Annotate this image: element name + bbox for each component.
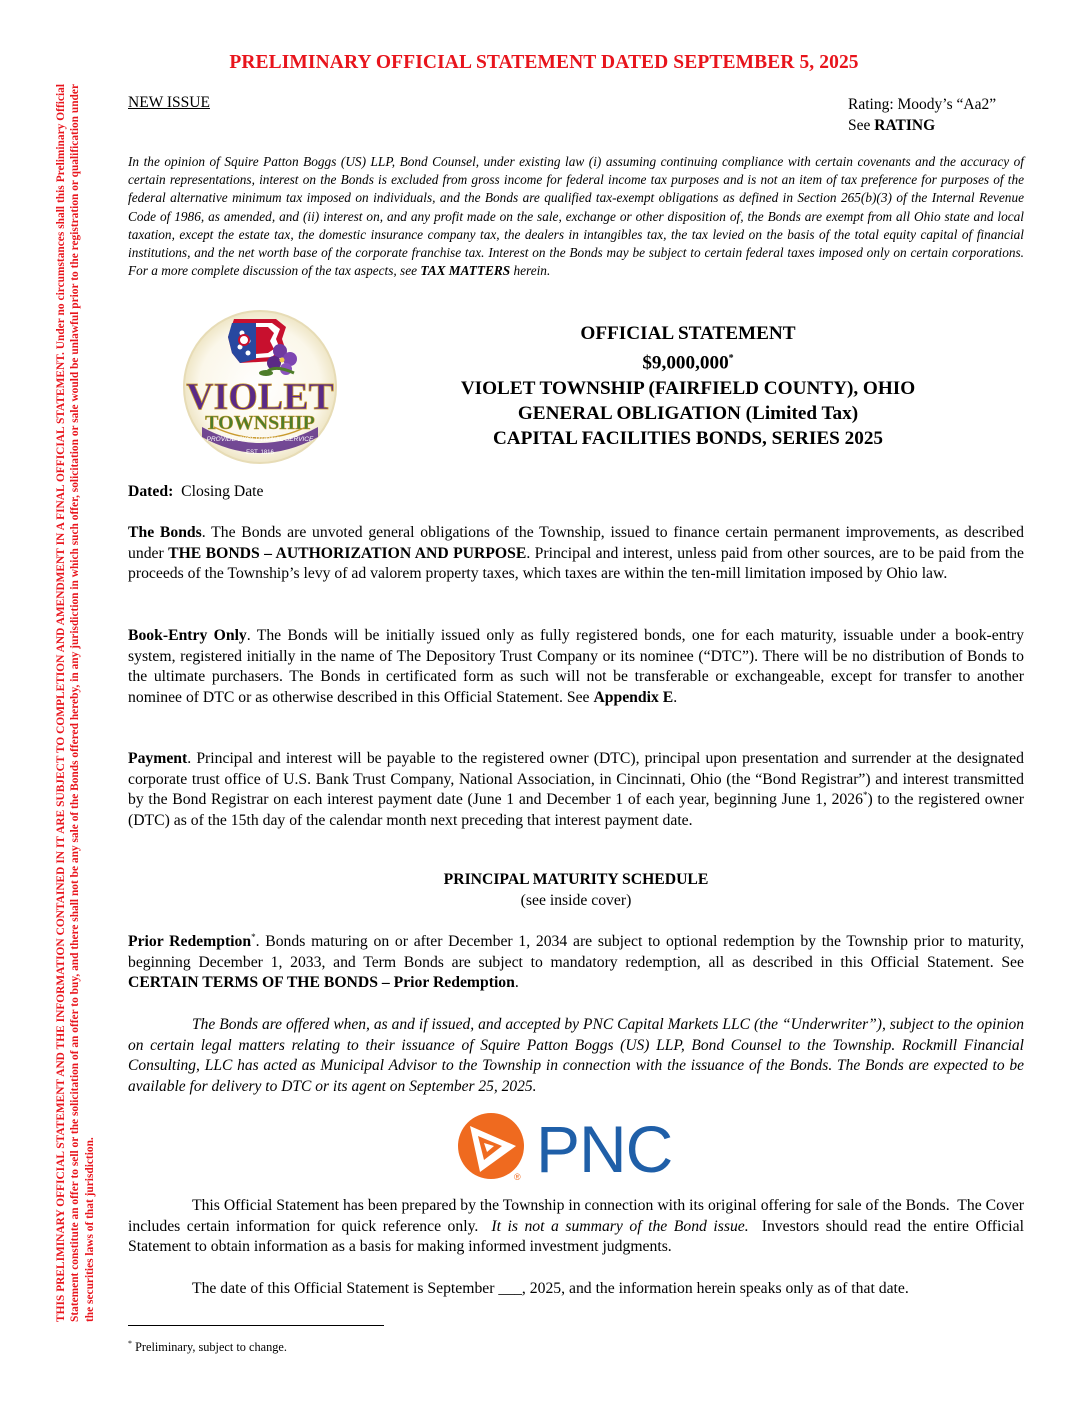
os-prepared-paragraph bbox=[128, 1196, 1028, 1258]
pnc-registered-mark: ® bbox=[514, 1172, 521, 1182]
footnote-text: Preliminary, subject to change. bbox=[132, 1340, 287, 1355]
payment-heading: Payment bbox=[128, 750, 188, 767]
the-bonds-text: . The Bonds are unvoted general obligations of the Township, issued to finance certain permanent improvements, as described under bbox=[128, 524, 1024, 562]
payment-text-end: ) to the registered owner (DTC) as of the 15th day of the calendar month next preceding that interest payment date. bbox=[128, 791, 1024, 830]
rating-see-prefix: See bbox=[848, 117, 875, 134]
logo-est: EST. 1816 bbox=[246, 450, 274, 456]
the-bonds-paragraph bbox=[128, 523, 1024, 585]
book-entry-heading: Book-Entry Only bbox=[128, 627, 247, 644]
bond-amount-mark: * bbox=[728, 353, 734, 365]
bond-type: GENERAL OBLIGATION (Limited Tax) bbox=[517, 403, 859, 424]
dated-value: Closing Date bbox=[173, 483, 264, 500]
prior-redemption-heading: Prior Redemption bbox=[128, 933, 252, 950]
bond-amount-value: $9,000,000 bbox=[642, 352, 729, 374]
logo-word-violet: VIOLET bbox=[186, 376, 334, 418]
os-prepared-text-end: Investors should read the entire Official Statement to obtain information as a basis for making informed investment judgments. bbox=[128, 1217, 1028, 1256]
title-block bbox=[420, 321, 956, 451]
authorization-purpose-ref: THE BONDS – AUTHORIZATION AND PURPOSE bbox=[168, 544, 527, 562]
pnc-logo bbox=[456, 1112, 692, 1182]
book-entry-paragraph bbox=[128, 626, 1024, 709]
payment-text: . Principal and interest will be payable to the registered owner (DTC), principal upon presentation and surrender at the designated corporate trust office of U.S. Bank Trust Company, National Association, in Cincinnati, Ohio (the “Bond Registrar”) and interest transmitted by the Bond Registrar on each interest payment date (June 1 and December 1 of each year, beginning June 1, 2026 bbox=[128, 750, 1024, 809]
pnc-triangle-icon bbox=[458, 1113, 524, 1179]
official-statement-heading: OFFICIAL STATEMENT bbox=[580, 323, 796, 344]
bond-series: CAPITAL FACILITIES BONDS, SERIES 2025 bbox=[492, 428, 884, 450]
footnote bbox=[128, 1339, 287, 1355]
prior-redemption-mark: * bbox=[251, 931, 256, 942]
rating-see-ref: RATING bbox=[874, 117, 936, 134]
dated-label: Dated: bbox=[128, 483, 174, 500]
appendix-e-ref: Appendix E bbox=[593, 689, 674, 707]
maturity-schedule-title: PRINCIPAL MATURITY SCHEDULE bbox=[443, 871, 709, 888]
rating-line: Rating: Moody’s “Aa2” bbox=[848, 96, 997, 113]
pnc-wordmark: PNC bbox=[536, 1112, 673, 1182]
footnote-mark: * bbox=[128, 1339, 132, 1348]
preliminary-statement-title: PRELIMINARY OFFICIAL STATEMENT DATED SEPTEMBER 5, 2025 bbox=[229, 52, 859, 73]
prior-redemption-paragraph bbox=[128, 932, 1024, 994]
side-disclaimer: THIS PRELIMINARY OFFICIAL STATEMENT AND THE INFORMATION CONTAINED IN IT ARE SUBJECT TO COMPLETION AND AMENDMENT IN A FINAL OFFICIAL STATEMENT. Under no circumstances shall this Preliminary Official Statement constitute an offer to sell or the solicitation of an offer to buy, and there shall not be any sale of the Bonds offered hereby, in any jurisdiction in which such offer, solicitation or sale would be unlawful prior to the registration or qualification under the securities laws of that jurisdiction. bbox=[55, 84, 96, 1322]
tax-opinion-text: In the opinion of Squire Patton Boggs (US) LLP, Bond Counsel, under existing law (i) assuming continuing compliance with certain covenants and the accuracy of certain representations, interest on the Bonds is excluded from gross income for federal income tax purposes and is not an item of tax preference for purposes of the federal alternative minimum tax imposed on individuals, and the Bonds are qualified tax-exempt obligations as defined in Section 265(b)(3) of the Internal Revenue Code of 1986, as amended, and (ii) interest on, and any profit made on the sale, exchange or other disposition of, the Bonds are exempt from all Ohio state and local taxation, except the estate tax, the domestic insurance company tax, the dealers in intangibles tax, the tax levied on the basis of the total equity capital of financial institutions, and the net worth base of the corporate franchise tax. Interest on the Bonds may be subject to certain federal taxes imposed only on certain corporations. For a more complete discussion of the tax aspects, see bbox=[128, 154, 1024, 279]
logo-tagline: PROVIDE EXCEPTIONAL SERVICE bbox=[206, 436, 314, 443]
prior-redemption-text: . Bonds maturing on or after December 1, 2034 are subject to optional redemption by the Township prior to maturity, beginning December 1, 2033, and Term Bonds are subject to mandatory redemption, all as described in this Official Statement. See bbox=[128, 933, 1024, 971]
offering-paragraph: The Bonds are offered when, as and if issued, and accepted by PNC Capital Markets LLC (the “Underwriter”), subject to the opinion on certain legal matters relating to their issuance of Squire Patton Boggs (US) LLP, Bond Counsel to the Township. Rockmill Financial Consulting, LLC has acted as Municipal Advisor to the Township in connection with the issuance of the Bonds. The Bonds are expected to be available for delivery to DTC or its agent on September 25, 2025. bbox=[128, 1016, 1024, 1096]
payment-mark: * bbox=[862, 790, 868, 801]
dated-line bbox=[128, 482, 1024, 503]
the-bonds-text-end: . Principal and interest, unless paid from other sources, are to be paid from the proceeds of the Township’s levy of ad valorem property taxes, which taxes are within the ten-mill limitation imposed by Ohio law. bbox=[128, 544, 1024, 583]
os-date-paragraph: The date of this Official Statement is September ___, 2025, and the information herein speaks only as of that date. bbox=[192, 1280, 909, 1297]
not-summary-text: It is not a summary of the Bond issue. bbox=[491, 1217, 749, 1235]
logo-word-township: TOWNSHIP bbox=[205, 412, 315, 434]
rating-block bbox=[848, 94, 996, 136]
maturity-schedule-heading bbox=[128, 870, 1024, 911]
os-prepared-text: This Official Statement has been prepared by the Township in connection with its original offering for sale of the Bonds. The Cover includes certain information for quick reference only. bbox=[128, 1197, 1028, 1235]
tax-opinion bbox=[128, 153, 1024, 280]
new-issue-label: NEW ISSUE bbox=[128, 94, 210, 111]
book-entry-text-end: . bbox=[673, 689, 678, 707]
maturity-schedule-sub: (see inside cover) bbox=[520, 891, 632, 909]
prior-redemption-text-end: . bbox=[514, 974, 519, 992]
tax-matters-ref: TAX MATTERS bbox=[420, 263, 511, 279]
rating-see-line bbox=[848, 115, 996, 136]
bond-amount bbox=[420, 346, 956, 376]
payment-paragraph bbox=[128, 749, 1024, 832]
footnote-divider bbox=[128, 1325, 384, 1326]
tax-opinion-end: herein. bbox=[510, 263, 551, 279]
issuer-name: VIOLET TOWNSHIP (FAIRFIELD COUNTY), OHIO bbox=[460, 377, 916, 399]
violet-township-seal-logo bbox=[176, 309, 344, 469]
the-bonds-heading: The Bonds bbox=[128, 524, 202, 541]
certain-terms-ref: CERTAIN TERMS OF THE BONDS – Prior Redemption bbox=[128, 974, 515, 992]
book-entry-text: . The Bonds will be initially issued only as fully registered bonds, one for each maturity, issuable under a book-entry system, registered initially in the name of The Depository Trust Company or its nominee (“DTC”). There will be no distribution of Bonds to the ultimate purchasers. The Bonds in certificated form as such will not be transferable or exchangeable, except for transfer to another nominee of DTC or as otherwise described in this Official Statement. See bbox=[128, 627, 1024, 707]
